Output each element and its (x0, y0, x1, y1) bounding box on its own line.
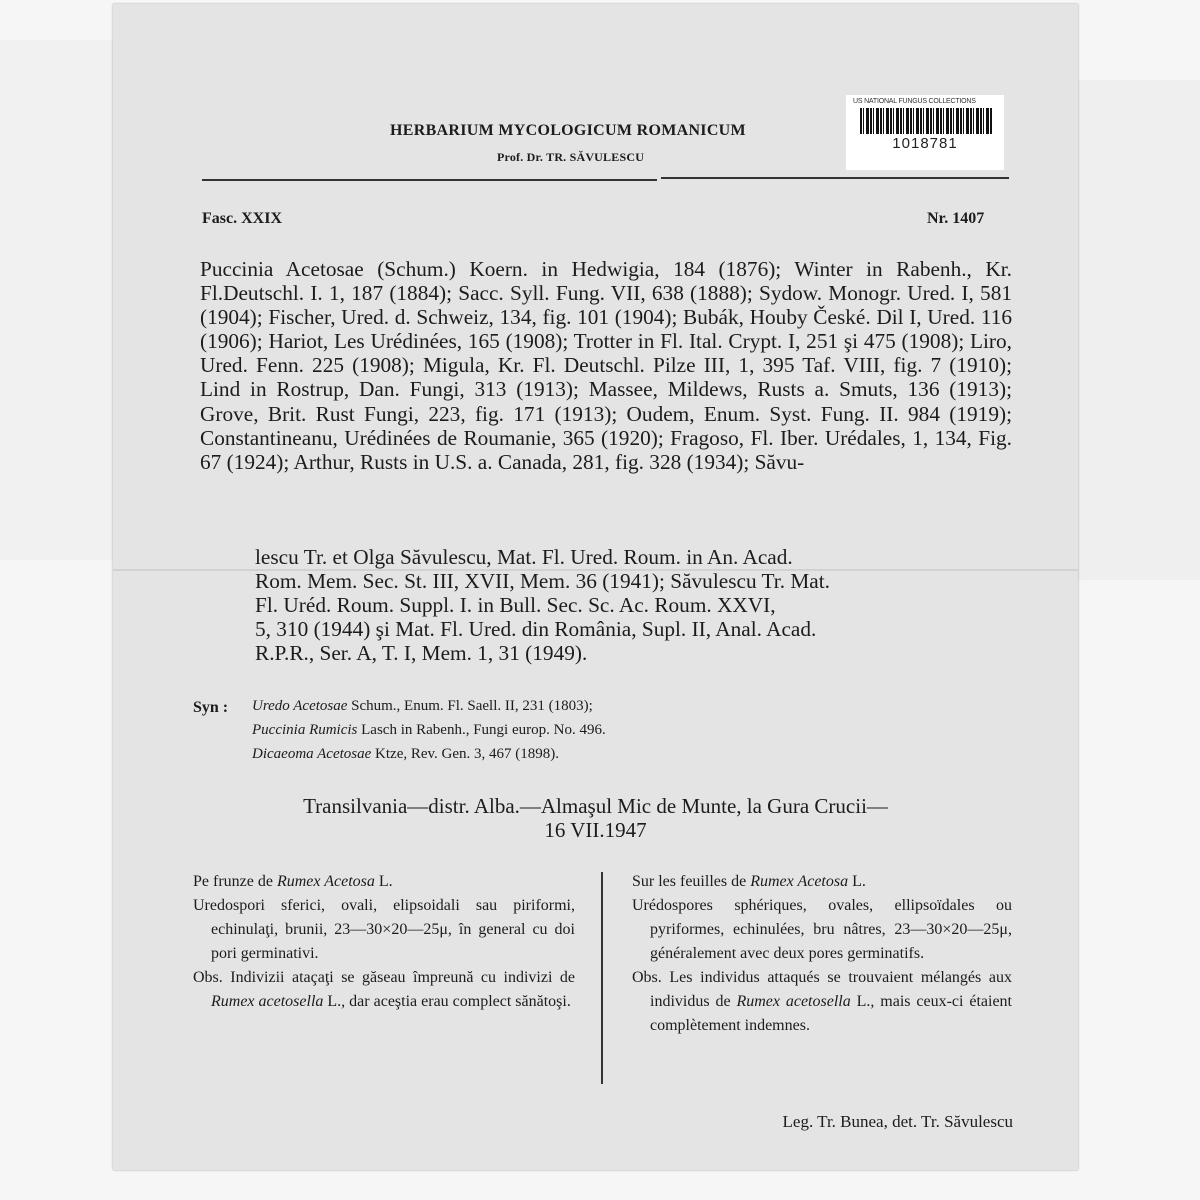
synonyms-label: Syn : (193, 699, 229, 716)
observation-note: Obs. Indivizii ataçaţi se găseau împreună cu indivizi de Rumex acetosella L., dar aceştia erau complect sănătoşi. (193, 969, 575, 1010)
spore-description: Urédospores sphériques, ovales, ellipsoïdales ou pyriformes, echinulées, bru nâtres, 23—30×20—25μ, généralement avec deux pores germinatifs. (632, 897, 1012, 962)
herbarium-title: HERBARIUM MYCOLOGICUM ROMANICUM (390, 122, 746, 139)
column-divider (601, 872, 603, 1084)
host-line: Sur les feuilles de Rumex Acetosa L. (632, 873, 866, 890)
specimen-number: Nr. 1407 (927, 210, 985, 227)
barcode-icon (860, 108, 992, 134)
synonym-item: Dicaeoma Acetosae Ktze, Rev. Gen. 3, 467 (1898). (252, 746, 560, 762)
synonym-item: Puccinia Rumicis Lasch in Rabenh., Fungi europ. No. 496. (252, 722, 606, 738)
host-line: Pe frunze de Rumex Acetosa L. (193, 873, 393, 890)
species-citation-tail: lescu Tr. et Olga Săvulescu, Mat. Fl. Ured. Roum. in An. Acad. Rom. Mem. Sec. St. III, XVII, Mem. 36 (1941); Săvulescu Tr. Mat. Fl. Uréd. Roum. Suppl. I. in Bull. Sec. Sc. Ac. Roum. XXVI, 5, 310 (1944) şi Mat. Fl. Ured. din România, Supl. II, Anal. Acad. R.P.R., Ser. A, T. I, Mem. 1, 31 (1949). (255, 545, 830, 666)
species-citation-head (200, 257, 1012, 474)
collector-line: Leg. Tr. Bunea, det. Tr. Săvulescu (782, 1112, 1013, 1131)
locality-line: Transilvania—distr. Alba.—Almaşul Mic de Munte, la Gura Crucii— (303, 794, 888, 818)
synonym-item: Uredo Acetosae Schum., Enum. Fl. Saell. II, 231 (1803); (252, 698, 593, 714)
background-paper-right (1075, 80, 1200, 580)
description-romanian (193, 870, 575, 1014)
barcode-collection-name: US NATIONAL FUNGUS COLLECTIONS (853, 98, 976, 105)
herbarium-professor: Prof. Dr. TR. SĂVULESCU (497, 150, 645, 164)
barcode-label (846, 95, 1004, 170)
observation-note: Obs. Les individus attaqués se trouvaient mélangés aux individus de Rumex acetosella L., mais ceux-ci étaient complètement indemnes. (632, 969, 1012, 1034)
collection-date: 16 VII.1947 (544, 818, 647, 842)
background-paper-left (0, 40, 115, 560)
description-french (632, 870, 1012, 1038)
header-rule-left (202, 179, 657, 181)
species-citation-text: Puccinia Acetosae (Schum.) Koern. in Hedwigia, 184 (1876); Winter in Rabenh., Kr. Fl.Deutschl. I. 1, 187 (1884); Sacc. Syll. Fung. VII, 638 (1888); Sydow. Monogr. Ured. I, 581 (1904); Fischer, Ured. d. Schweiz, 134, fig. 101 (1904); Bubák, Houby České. Dil I, Ured. 116 (1906); Hariot, Les Urédinées, 165 (1908); Trotter in Fl. Ital. Crypt. I, 251 şi 475 (1908); Liro, Ured. Fenn. 225 (1908); Migula, Kr. Fl. Deutschl. Pilze III, 1, 395 Taf. VIII, fig. 7 (1910); Lind in Rostrup, Dan. Fungi, 313 (1913); Massee, Mildews, Rusts a. Smuts, 136 (1913); Grove, Brit. Rust Fungi, 223, fig. 171 (1913); Oudem, Enum. Syst. Fung. II. 984 (1919); Constantineanu, Urédinées de Roumanie, 365 (1920); Fragoso, Fl. Iber. Urédales, 1, 134, Fig. 67 (1924); Arthur, Rusts in U.S. a. Canada, 281, fig. 328 (1934); Săvu- (200, 257, 1012, 474)
barcode-number: 1018781 (892, 135, 958, 152)
fascicle-label: Fasc. XXIX (202, 210, 282, 227)
header-rule-right (661, 177, 1009, 179)
spore-description: Uredospori sferici, ovali, elipsoidali sau piriformi, echinulaţi, brunii, 23—30×20—25μ, în general cu doi pori germinativi. (193, 897, 575, 962)
